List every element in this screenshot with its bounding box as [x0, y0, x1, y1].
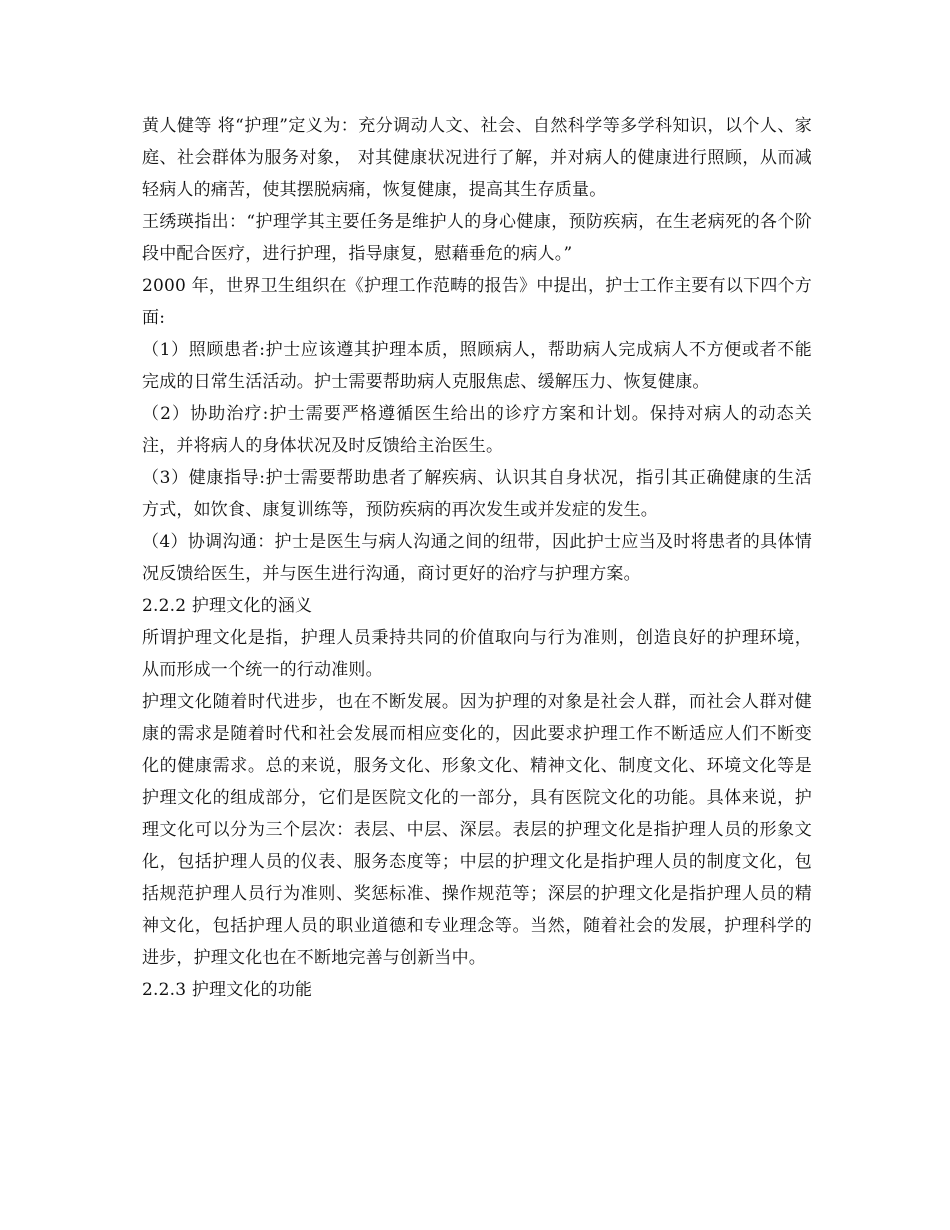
- list-item-assist-treatment: （2）协助治疗:护士需要严格遵循医生给出的诊疗方案和计划。保持对病人的动态关注，并将病人的身体状况及时反馈给主治医生。: [142, 404, 812, 456]
- section-heading-2-2-2: 2.2.2 护理文化的涵义: [142, 596, 313, 616]
- list-item-coordination: （4）协调沟通：护士是医生与病人沟通之间的纽带，因此护士应当及时将患者的具体情况反馈给医生，并与医生进行沟通，商讨更好的治疗与护理方案。: [142, 532, 812, 584]
- paragraph-wang-quote: 王绣瑛指出：“护理学其主要任务是维护人的身心健康，预防疾病，在生老病死的各个阶段中配合医疗，进行护理，指导康复，慰藉垂危的病人。”: [142, 212, 812, 264]
- list-item-health-guidance: （3）健康指导:护士需要帮助患者了解疾病、认识其自身状况，指引其正确健康的生活方式，如饮食、康复训练等，预防疾病的再次发生或并发症的发生。: [142, 468, 812, 520]
- paragraph-who-report: 2000 年，世界卫生组织在《护理工作范畴的报告》中提出，护士工作主要有以下四个方面:: [142, 276, 812, 328]
- list-item-patient-care: （1）照顾患者:护士应该遵其护理本质，照顾病人，帮助病人完成病人不方便或者不能完成的日常生活活动。护士需要帮助病人克服焦虑、缓解压力、恢复健康。: [142, 340, 812, 392]
- document-body: [142, 110, 812, 1006]
- paragraph-culture-development: 护理文化随着时代进步，也在不断发展。因为护理的对象是社会人群，而社会人群对健康的需求是随着时代和社会发展而相应变化的，因此要求护理工作不断适应人们不断变化的健康需求。总的来说，服务文化、形象文化、精神文化、制度文化、环境文化等是护理文化的组成部分，它们是医院文化的一部分，具有医院文化的功能。具体来说，护理文化可以分为三个层次：表层、中层、深层。表层的护理文化是指护理人员的形象文化，包括护理人员的仪表、服务态度等；中层的护理文化是指护理人员的制度文化，包括规范护理人员行为准则、奖惩标准、操作规范等；深层的护理文化是指护理人员的精神文化，包括护理人员的职业道德和专业理念等。当然，随着社会的发展，护理科学的进步，护理文化也在不断地完善与创新当中。: [142, 692, 812, 968]
- paragraph-culture-meaning: 所谓护理文化是指，护理人员秉持共同的价值取向与行为准则，创造良好的护理环境，从而形成一个统一的行动准则。: [142, 628, 812, 680]
- section-heading-2-2-3: 2.2.3 护理文化的功能: [142, 980, 313, 1000]
- paragraph-nursing-definition: 黄人健等 将“护理”定义为：充分调动人文、社会、自然科学等多学科知识，以个人、家庭、社会群体为服务对象， 对其健康状况进行了解，并对病人的健康进行照顾，从而减轻病人的痛苦，使其摆脱病痛，恢复健康，提高其生存质量。: [142, 116, 812, 200]
